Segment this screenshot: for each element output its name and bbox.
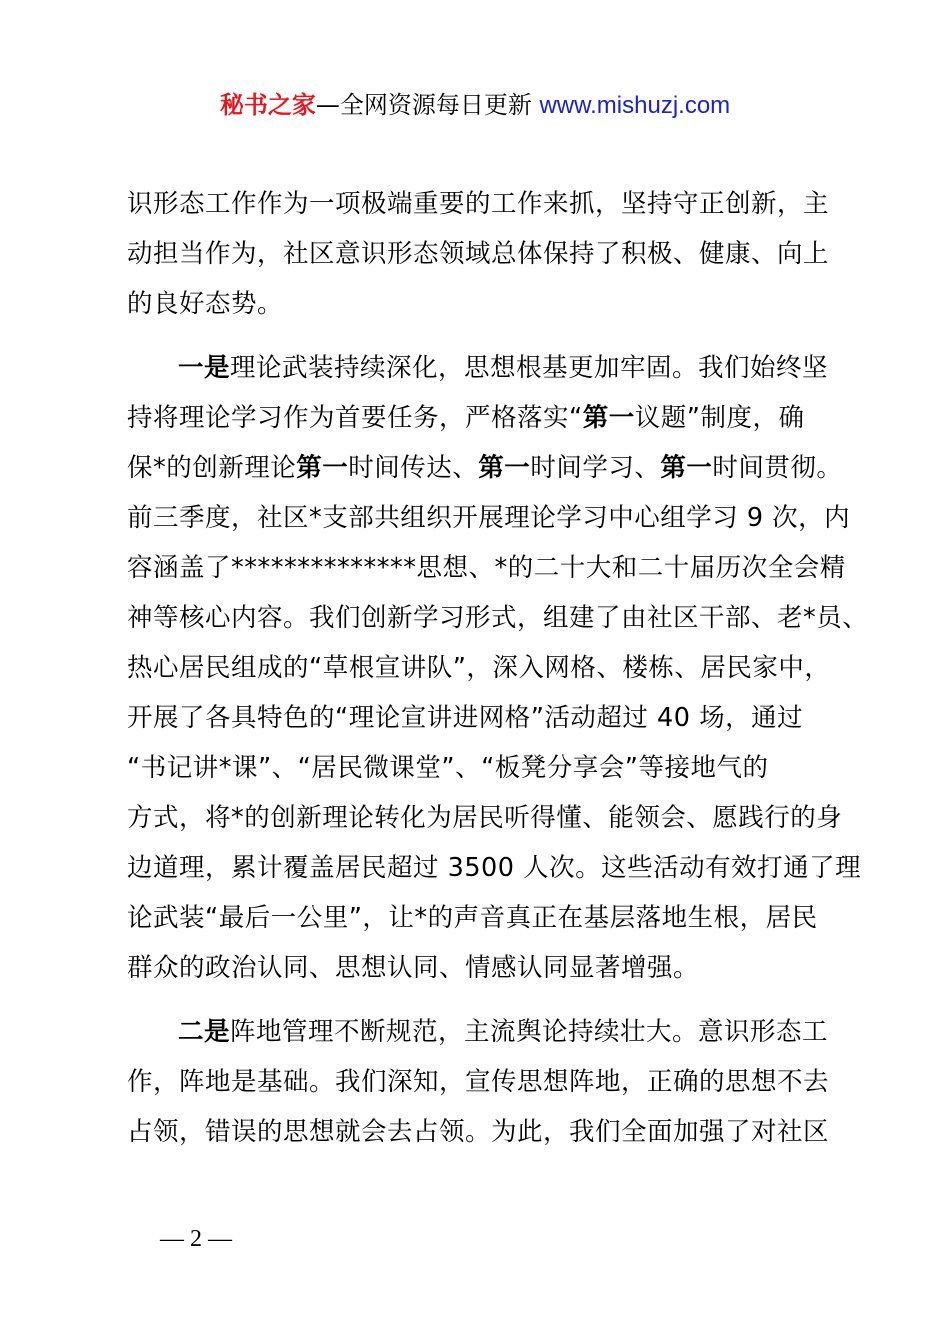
text-line: 的良好态势。	[127, 289, 284, 319]
text-line: 群众的政治认同、思想认同、情感认同显著增强。	[127, 953, 700, 983]
text-line: 持将理论学习作为首要任务，严格落实“第一议题”制度，确	[127, 403, 805, 433]
text-line: 前三季度，社区*支部共组织开展理论学习中心组学习 9 次，内	[127, 503, 851, 533]
text-line: 作，阵地是基础。我们深知，宣传思想阵地，正确的思想不去	[127, 1067, 830, 1097]
paragraph-two	[127, 1007, 833, 1157]
emphasis-bold: 第一	[478, 453, 531, 483]
text-line: 热心居民组成的“草根宣讲队”，深入网格、楼栋、居民家中，	[127, 653, 831, 683]
emphasis-bold: 第一	[582, 403, 635, 433]
site-url-link[interactable]: www.mishuzj.com	[539, 92, 731, 119]
paragraph-lead-bold: 二是	[178, 1017, 231, 1047]
site-header	[0, 88, 950, 123]
paragraph-lead-bold: 一是	[178, 353, 231, 383]
text-line: 开展了各具特色的“理论宣讲进网格”活动超过 40 场，通过	[127, 703, 804, 733]
text-line: 动担当作为，社区意识形态领域总体保持了积极、健康、向上	[127, 239, 830, 269]
page-number: — 2 —	[160, 1226, 232, 1252]
text-line: 方式，将*的创新理论转化为居民听得懂、能领会、愿践行的身	[127, 803, 843, 833]
paragraph-one	[127, 343, 869, 993]
text-line: 识形态工作作为一项极端重要的工作来抓，坚持守正创新，主	[127, 189, 830, 219]
text-line: 占领，错误的思想就会去占领。为此，我们全面加强了对社区	[127, 1117, 830, 1147]
emphasis-bold: 第一	[660, 453, 713, 483]
text-line: 边道理，累计覆盖居民超过 3500 人次。这些活动有效打通了理	[127, 853, 862, 883]
emphasis-bold: 第一	[296, 453, 349, 483]
text-line: 容涵盖了**************思想、*的二十大和二十届历次全会精	[127, 553, 846, 583]
document-body	[127, 179, 869, 1157]
paragraph-intro	[127, 179, 833, 329]
text-line: 论武装“最后一公里”，让*的声音真正在基层落地生根，居民	[127, 903, 818, 933]
text-line: 神等核心内容。我们创新学习形式，组建了由社区干部、老*员、	[127, 603, 869, 633]
text-line: 一是理论武装持续深化，思想根基更加牢固。我们始终坚	[178, 353, 829, 383]
header-slogan: —全网资源每日更新	[315, 91, 540, 119]
text-line: 保*的创新理论第一时间传达、第一时间学习、第一时间贯彻。	[127, 453, 843, 483]
brand-name: 秘书之家	[219, 91, 316, 119]
text-line: “书记讲*课”、“居民微课堂”、“板凳分享会”等接地气的	[127, 753, 769, 783]
text-line: 二是阵地管理不断规范，主流舆论持续壮大。意识形态工	[178, 1017, 829, 1047]
